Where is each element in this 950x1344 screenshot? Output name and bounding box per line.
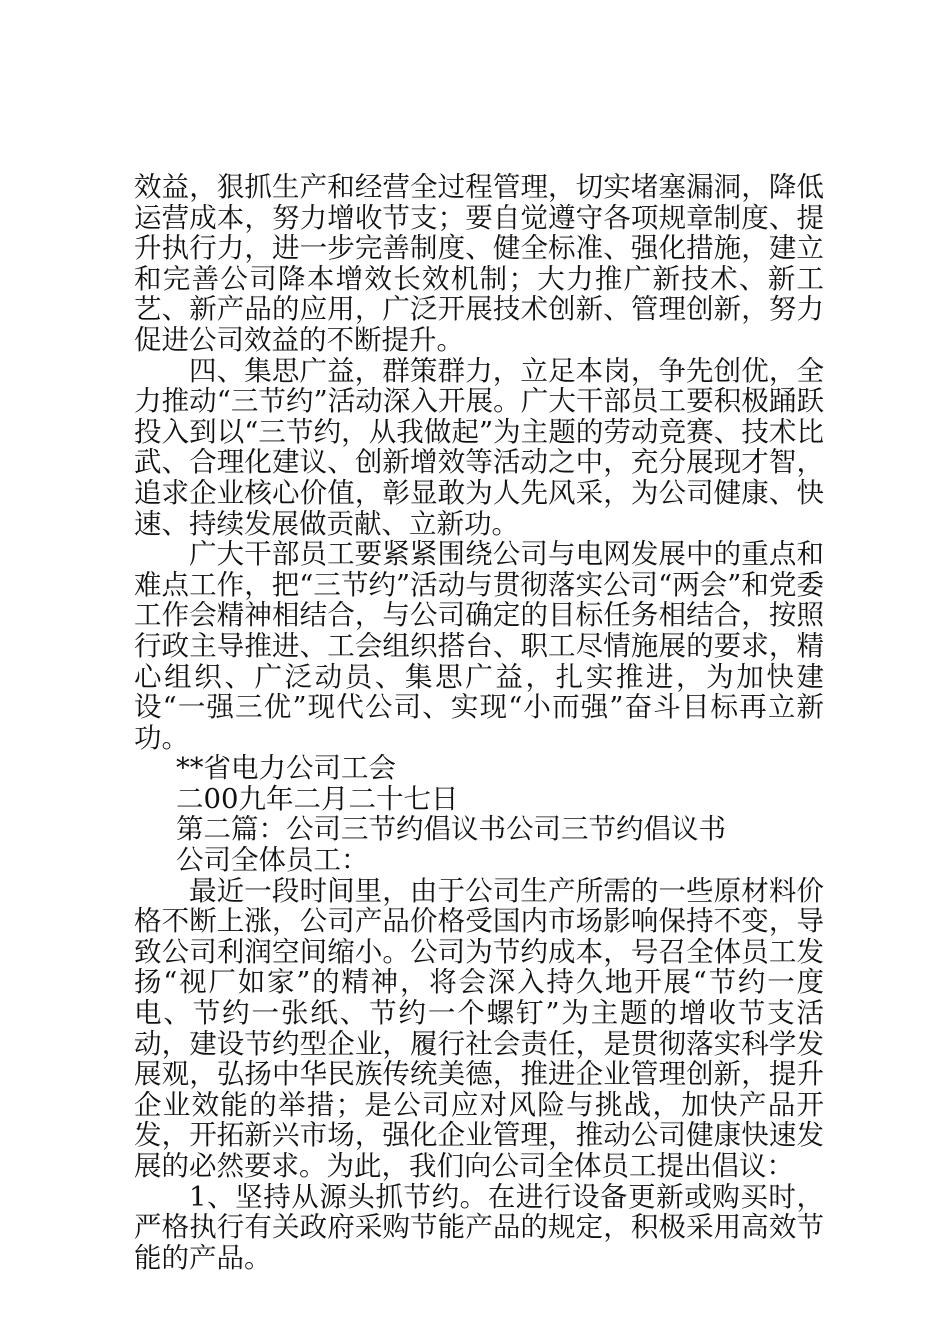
salutation: 公司全体员工：: [176, 844, 369, 877]
paragraph-efficiency: 效益，狠抓生产和经营全过程管理，切实堵塞漏洞，降低运营成本，努力增收节支；要自觉遵守各项规章制度、提升执行力，进一步完善制度、健全标准、强化措施，建立和完善公司降本增效长效机制；大力推广新技术、新工艺、新产品的应用，广泛开展技术创新、管理创新，努力促进公司效益的不断提升。: [134, 171, 824, 356]
paragraph-proposal-one: 1、坚持从源头抓节约。在进行设备更新或购买时，严格执行有关政府采购节能产品的规定，积极采用高效节能的产品。: [134, 1180, 824, 1274]
section-heading-part-two: 第二篇：公司三节约倡议书公司三节约倡议书: [176, 813, 726, 846]
paragraph-section-four: 四、集思广益，群策群力，立足本岗，争先创优，全力推动“三节约”活动深入开展。广大干部员工要积极踊跃投入到以“三节约，从我做起”为主题的劳动竞赛、技术比武、合理化建议、创新增效等活动之中，充分展现才智，追求企业核心价值，彰显敢为人先风采，为公司健康、快速、持续发展做贡献、立新功。: [134, 354, 824, 540]
paragraph-closing-appeal: 广大干部员工要紧紧围绕公司与电网发展中的重点和难点工作，把“三节约”活动与贯彻落实公司“两会”和党委工作会精神相结合，与公司确定的目标任务相结合，按照行政主导推进、工会组织搭台、职工尽情施展的要求，精心组织、广泛动员、集思广益，扎实推进，为加快建设“一强三优”现代公司、实现“小而强”奋斗目标再立新功。: [134, 538, 824, 754]
signature-date: 二00九年二月二十七日: [176, 782, 459, 815]
paragraph-background: 最近一段时间里，由于公司生产所需的一些原材料价格不断上涨，公司产品价格受国内市场影响保持不变，导致公司利润空间缩小。公司为节约成本，号召全体员工发扬“视厂如家”的精神，将会深入持久地开展“节约一度电、节约一张纸、节约一个螺钉”为主题的增收节支活动，建设节约型企业，履行社会责任，是贯彻落实科学发展观，弘扬中华民族传统美德，推进企业管理创新，提升企业效能的举措；是公司应对风险与挑战，加快产品开发，开拓新兴市场，强化企业管理，推动公司健康快速发展的必然要求。为此，我们向公司全体员工提出倡议：: [134, 874, 824, 1182]
signature-organization: **省电力公司工会: [176, 752, 396, 785]
document-body: [134, 172, 824, 1273]
